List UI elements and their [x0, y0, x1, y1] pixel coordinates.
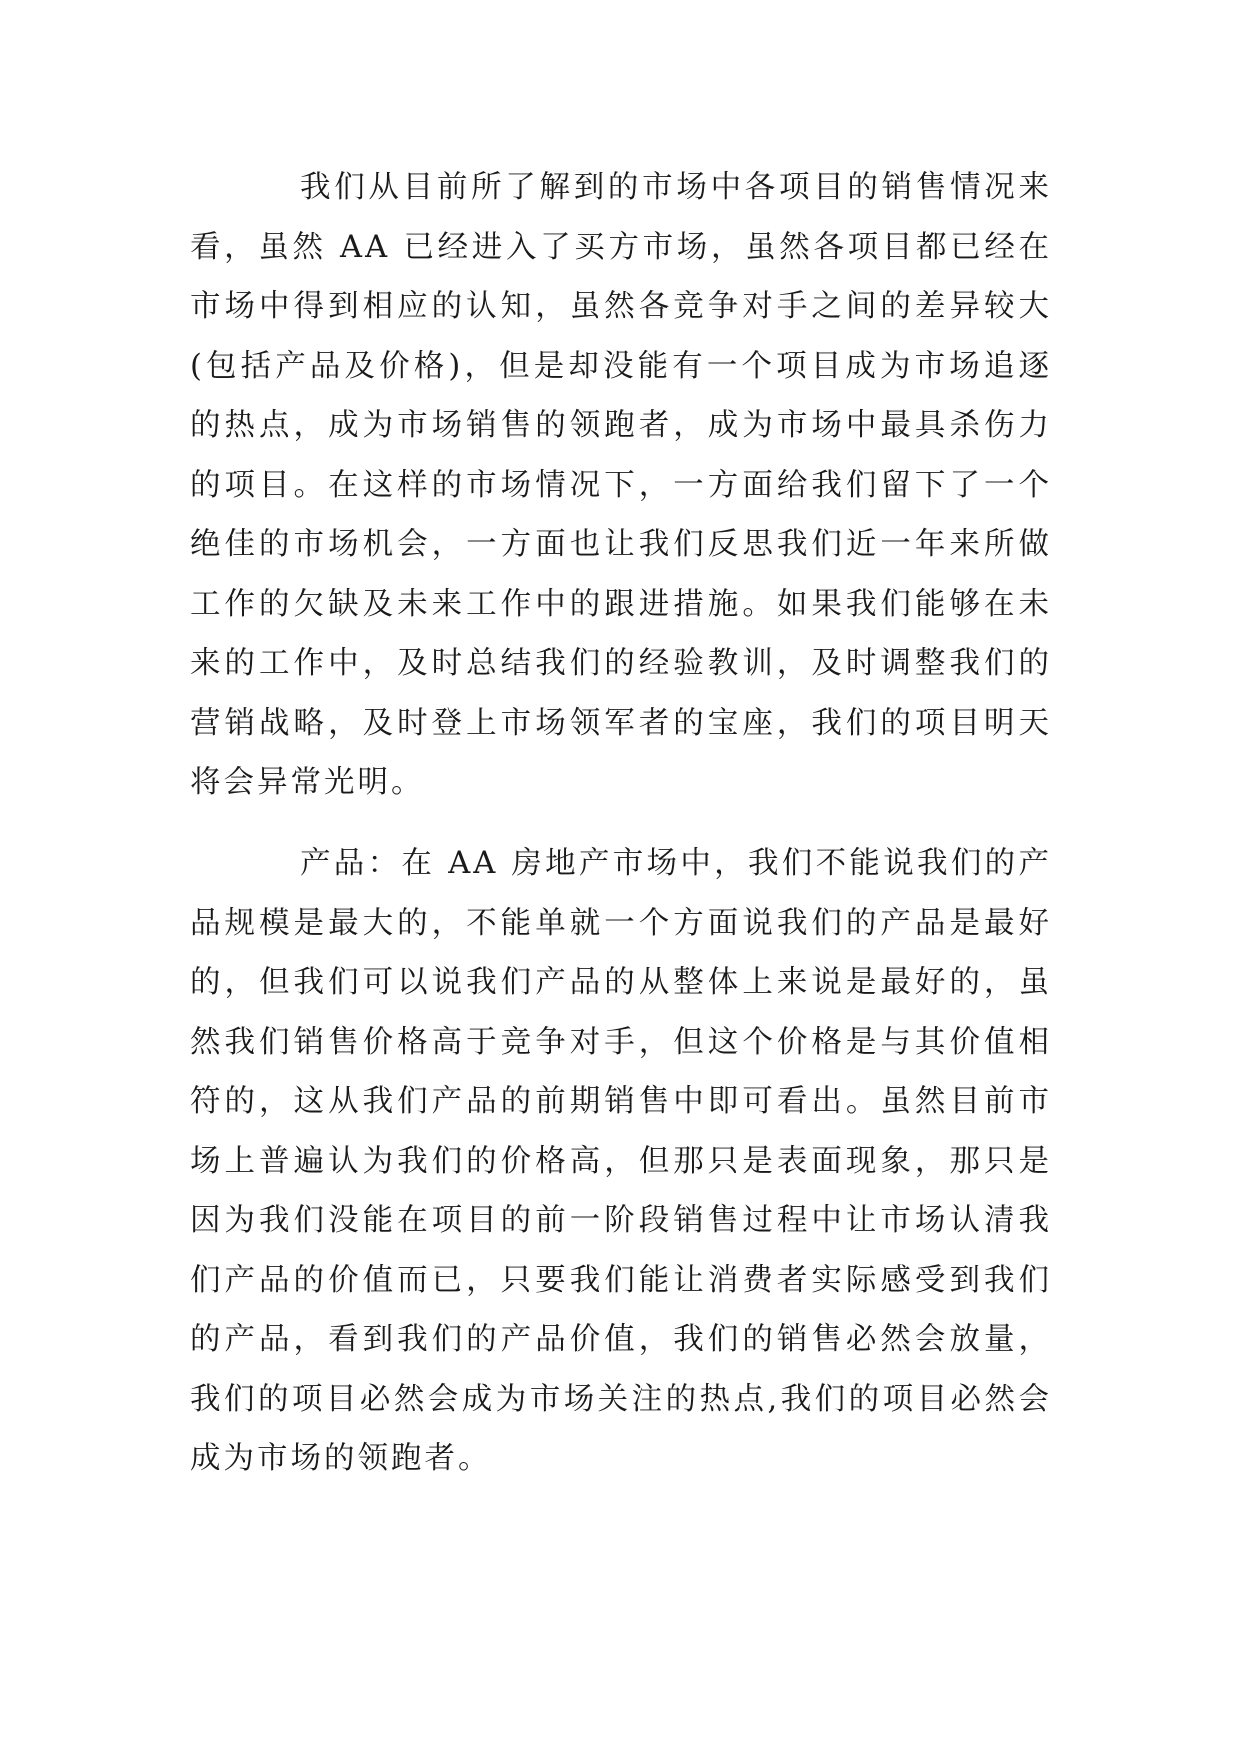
- body-paragraph-product: 产品：在 AA 房地产市场中，我们不能说我们的产品规模是最大的，不能单就一个方面说我们的产品是最好的，但我们可以说我们产品的从整体上来说是最好的，虽然我们销售价格高于竞争对手，但这个价格是与其价值相符的，这从我们产品的前期销售中即可看出。虽然目前市场上普遍认为我们的价格高，但那只是表面现象，那只是因为我们没能在项目的前一阶段销售过程中让市场认清我们产品的价值而已，只要我们能让消费者实际感受到我们的产品，看到我们的产品价值，我们的销售必然会放量，我们的项目必然会成为市场关注的热点,我们的项目必然会成为市场的领跑者。: [190, 846, 1052, 1476]
- body-paragraph-market-analysis: 我们从目前所了解到的市场中各项目的销售情况来看，虽然 AA 已经进入了买方市场，虽然各项目都已经在市场中得到相应的认知，虽然各竞争对手之间的差异较大(包括产品及价格)，但是却没能有一个项目成为市场追逐的热点，成为市场销售的领跑者，成为市场中最具杀伤力的项目。在这样的市场情况下，一方面给我们留下了一个绝佳的市场机会，一方面也让我们反思我们近一年来所做工作的欠缺及未来工作中的跟进措施。如果我们能够在未来的工作中，及时总结我们的经验教训，及时调整我们的营销战略，及时登上市场领军者的宝座，我们的项目明天将会异常光明。: [190, 170, 1052, 800]
